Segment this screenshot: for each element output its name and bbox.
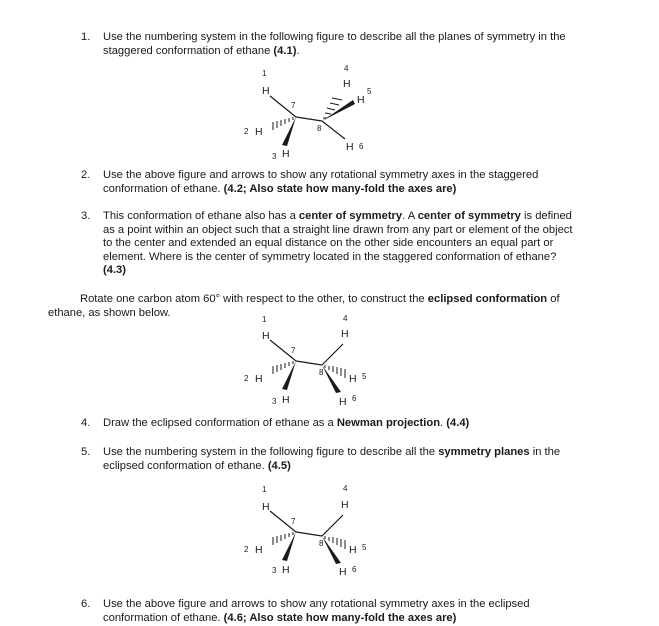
rotate-instruction: Rotate one carbon atom 60° with respect to the other, to construct the eclipsed conformation of <box>80 293 560 305</box>
atom-h5: H <box>349 373 357 385</box>
atom-h4: H <box>343 78 351 90</box>
label-7: 7 <box>291 101 296 110</box>
atom-h4: H <box>341 499 349 511</box>
atom-h5: H <box>349 544 357 556</box>
question-line: This conformation of ethane also has a center of symmetry. A center of symmetry is defined <box>103 210 572 222</box>
rotate-instruction-line2: ethane, as shown below. <box>48 307 171 319</box>
label-2: 2 <box>244 374 249 383</box>
label-5: 5 <box>362 543 367 552</box>
atom-h3: H <box>282 394 290 406</box>
question-number: 6. <box>81 598 91 610</box>
atom-h1: H <box>262 501 270 513</box>
label-6: 6 <box>352 394 357 403</box>
question-line: Draw the eclipsed conformation of ethane as a Newman projection. (4.4) <box>103 417 470 429</box>
question-line: conformation of ethane. (4.6; Also state how many-fold the axes are) <box>103 611 457 624</box>
question-line: staggered conformation of ethane (4.1). <box>103 44 300 57</box>
label-7: 7 <box>291 517 296 526</box>
atom-h5: H <box>357 94 365 106</box>
atom-h2: H <box>255 126 263 138</box>
label-4: 4 <box>343 314 348 323</box>
label-5: 5 <box>367 87 372 96</box>
label-8: 8 <box>317 124 322 133</box>
question-number: 2. <box>81 169 91 181</box>
label-1: 1 <box>262 485 267 494</box>
label-2: 2 <box>244 545 249 554</box>
atom-h4: H <box>341 328 349 340</box>
question-line: (4.3) <box>103 264 127 276</box>
wedge-bond-h6 <box>322 536 341 564</box>
atom-h2: H <box>255 373 263 385</box>
label-4: 4 <box>344 64 349 73</box>
label-6: 6 <box>359 142 364 151</box>
c-c-bond <box>296 532 322 536</box>
question-text <box>103 598 530 625</box>
label-1: 1 <box>262 315 267 324</box>
label-4: 4 <box>343 484 348 493</box>
question-line: Use the numbering system in the following figure to describe all the planes of symmetry in the <box>103 31 566 43</box>
question-number: 5. <box>81 446 91 458</box>
label-5: 5 <box>362 372 367 381</box>
question-line: element. Where is the center of symmetry located in the staggered conformation of ethane? <box>103 250 557 263</box>
atom-h1: H <box>262 330 270 342</box>
atom-h3: H <box>282 148 290 160</box>
question-line: Use the above figure and arrows to show any rotational symmetry axes in the eclipsed <box>103 598 530 610</box>
label-8: 8 <box>319 539 324 548</box>
label-3: 3 <box>272 566 277 575</box>
question-number: 4. <box>81 417 91 429</box>
label-8: 8 <box>319 368 324 377</box>
question-number: 3. <box>81 210 91 222</box>
atom-h3: H <box>282 564 290 576</box>
atom-h6: H <box>339 566 347 578</box>
label-3: 3 <box>272 152 277 161</box>
atom-h6: H <box>346 141 354 153</box>
hash-bond-h2 <box>273 532 293 545</box>
label-1: 1 <box>262 69 267 78</box>
question-line: Use the numbering system in the following figure to describe all the symmetry planes in the <box>103 446 561 458</box>
question-line: conformation of ethane. (4.2; Also state how many-fold the axes are) <box>103 182 457 195</box>
question-line: to the center and extended an equal distance on the other side encounters an equal part or <box>103 237 554 249</box>
atom-h1: H <box>262 85 270 97</box>
atom-h6: H <box>339 396 347 408</box>
label-3: 3 <box>272 397 277 406</box>
question-number: 1. <box>81 31 91 43</box>
question-line: as a point within an object such that a straight line drawn from any part or element of the object <box>103 223 573 236</box>
label-2: 2 <box>244 127 249 136</box>
bond-h4 <box>322 515 343 536</box>
question-line: Use the above figure and arrows to show any rotational symmetry axes in the staggered <box>103 169 539 181</box>
label-7: 7 <box>291 346 296 355</box>
label-6: 6 <box>352 565 357 574</box>
atom-h2: H <box>255 544 263 556</box>
question-line: eclipsed conformation of ethane. (4.5) <box>103 459 291 472</box>
